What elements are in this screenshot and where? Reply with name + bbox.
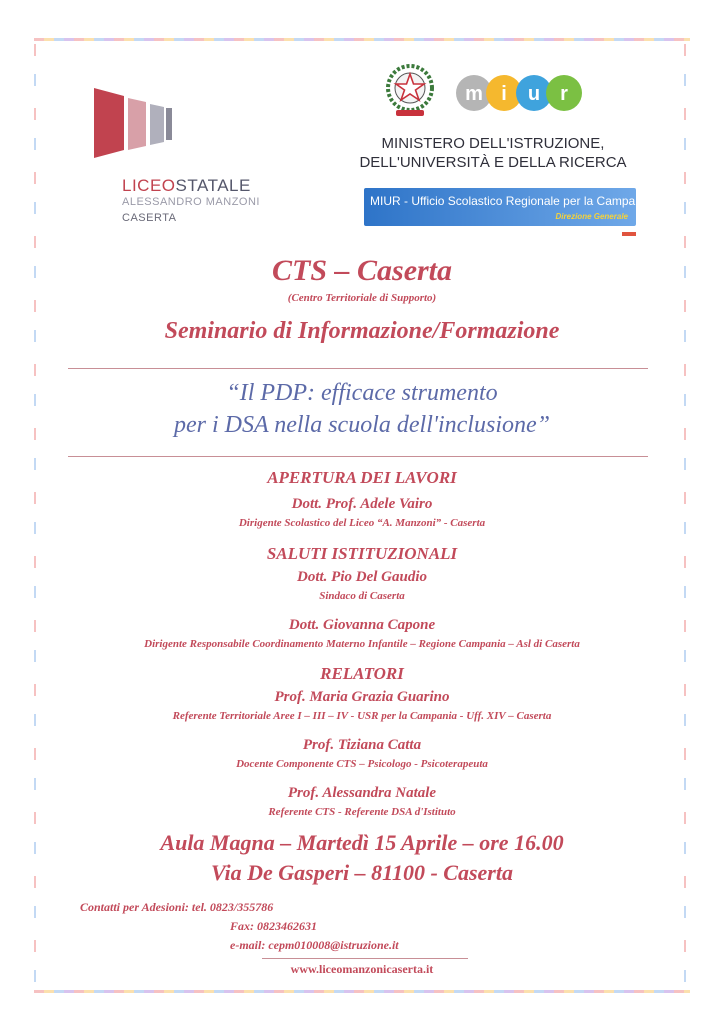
website-divider xyxy=(262,958,468,959)
contacts-tel-row xyxy=(80,898,399,917)
speaker-3-role: Referente CTS - Referente DSA d'Istituto xyxy=(268,806,456,818)
usr-campania-band xyxy=(364,188,652,226)
usr-band-accent xyxy=(622,232,636,236)
italian-republic-emblem-icon xyxy=(382,60,438,120)
event-title: CTS – Caserta xyxy=(271,254,453,287)
page-border-top xyxy=(34,38,690,41)
contact-tel: tel. 0823/355786 xyxy=(191,900,274,914)
venue-date-time: Aula Magna – Martedì 15 Aprile – ore 16.00 xyxy=(160,830,564,855)
contact-fax: Fax: 0823462631 xyxy=(230,919,317,933)
school-dedication: ALESSANDRO MANZONI xyxy=(122,196,260,208)
speaker-2-name: Prof. Tiziana Catta xyxy=(302,737,422,753)
opening-speaker-role: Dirigente Scolastico del Liceo “A. Manzoni” - Caserta xyxy=(238,517,486,529)
theme-line-2: per i DSA nella scuola dell'inclusione” xyxy=(174,412,550,438)
theme-line-1: “Il PDP: efficace strumento xyxy=(226,380,498,406)
svg-text:i: i xyxy=(501,83,507,105)
opening-speaker-name: Dott. Prof. Adele Vairo xyxy=(291,496,433,512)
svg-text:r: r xyxy=(560,83,568,105)
svg-text:u: u xyxy=(527,83,541,105)
venue-address: Via De Gasperi – 81100 - Caserta xyxy=(211,860,513,885)
speakers-heading: RELATORI xyxy=(320,664,404,683)
divider-bottom xyxy=(68,456,648,457)
event-subtitle: (Centro Territoriale di Supporto) xyxy=(287,292,437,304)
contacts-label: Contatti per Adesioni: xyxy=(80,900,189,914)
ministry-line-1: MINISTERO DELL'ISTRUZIONE, xyxy=(381,135,605,152)
speaker-3-name: Prof. Alessandra Natale xyxy=(287,785,437,801)
speaker-1-name: Prof. Maria Grazia Guarino xyxy=(274,689,450,705)
website-link[interactable]: www.liceomanzonicaserta.it xyxy=(290,962,434,976)
usr-band-subtitle: Direzione Generale xyxy=(555,212,628,221)
miur-logo-icon xyxy=(454,70,584,116)
divider-top xyxy=(68,368,648,369)
school-name: LICEOSTATALE xyxy=(122,176,251,195)
greeting-2-name: Dott. Giovanna Capone xyxy=(288,617,436,633)
contacts-block xyxy=(80,898,399,955)
contact-email[interactable]: e-mail: cepm010008@istruzione.it xyxy=(230,938,399,952)
greeting-1-name: Dott. Pio Del Gaudio xyxy=(297,569,427,585)
opening-heading: APERTURA DEI LAVORI xyxy=(267,468,457,487)
liceo-logo-icon xyxy=(94,88,174,160)
speaker-1-role: Referente Territoriale Aree I – III – IV - USR per la Campania - Uff. XIV – Caserta xyxy=(172,710,552,722)
greetings-heading: SALUTI ISTITUZIONALI xyxy=(266,544,458,563)
ministry-line-2: DELL'UNIVERSITÀ E DELLA RICERCA xyxy=(359,154,627,171)
greeting-1-role: Sindaco di Caserta xyxy=(319,590,405,602)
usr-band-title: MIUR - Ufficio Scolastico Regionale per la Campania xyxy=(370,194,652,208)
ministry-name xyxy=(358,134,628,172)
page-border-bottom xyxy=(34,990,690,993)
speaker-2-role: Docente Componente CTS – Psicologo - Psicoterapeuta xyxy=(236,758,488,770)
greeting-2-role: Dirigente Responsabile Coordinamento Materno Infantile – Regione Campania – Asl di Caserta xyxy=(144,638,580,650)
seminar-heading: Seminario di Informazione/Formazione xyxy=(164,318,560,344)
svg-text:m: m xyxy=(465,83,483,105)
school-city: CASERTA xyxy=(122,212,177,224)
